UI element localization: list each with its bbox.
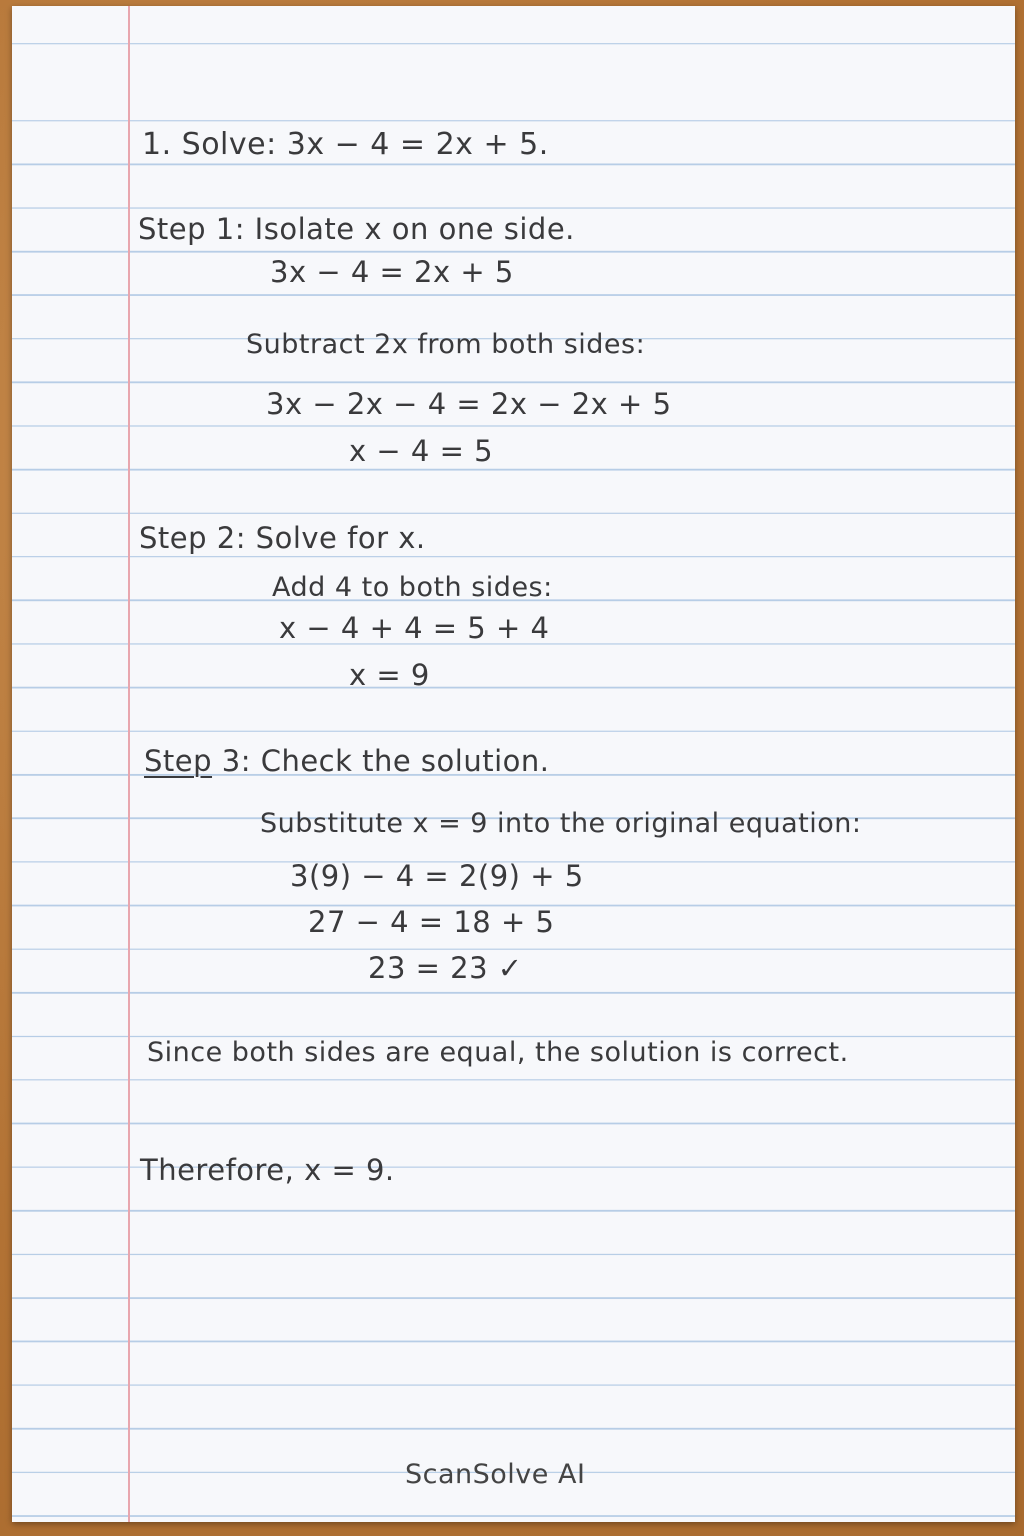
step3-equation-3: 23 = 23 ✓ (368, 951, 523, 985)
step3-heading-label: Step (144, 744, 213, 778)
step3-equation-2: 27 − 4 = 18 + 5 (308, 905, 555, 939)
problem-statement: 1. Solve: 3x − 4 = 2x + 5. (142, 127, 549, 162)
step2-equation-1: x − 4 + 4 = 5 + 4 (279, 611, 550, 645)
margin-line (128, 6, 130, 1522)
step3-heading (144, 744, 549, 778)
step2-heading: Step 2: Solve for x. (139, 521, 426, 555)
step3-heading-rest: 3: Check the solution. (212, 744, 550, 778)
step2-instruction: Add 4 to both sides: (272, 572, 553, 603)
step2-equation-2: x = 9 (349, 658, 430, 692)
step1-equation-1: 3x − 4 = 2x + 5 (270, 255, 514, 289)
final-answer: Therefore, x = 9. (140, 1153, 395, 1187)
step3-equation-1: 3(9) − 4 = 2(9) + 5 (290, 859, 584, 893)
conclusion-text: Since both sides are equal, the solution is correct. (147, 1037, 849, 1068)
footer-brand: ScanSolve AI (405, 1459, 586, 1490)
notebook-page (12, 6, 1015, 1522)
step3-instruction: Substitute x = 9 into the original equation: (260, 808, 862, 839)
step1-equation-3: x − 4 = 5 (349, 434, 494, 468)
step1-heading: Step 1: Isolate x on one side. (138, 212, 575, 246)
step1-instruction: Subtract 2x from both sides: (246, 329, 646, 360)
step1-equation-2: 3x − 2x − 4 = 2x − 2x + 5 (266, 387, 672, 421)
